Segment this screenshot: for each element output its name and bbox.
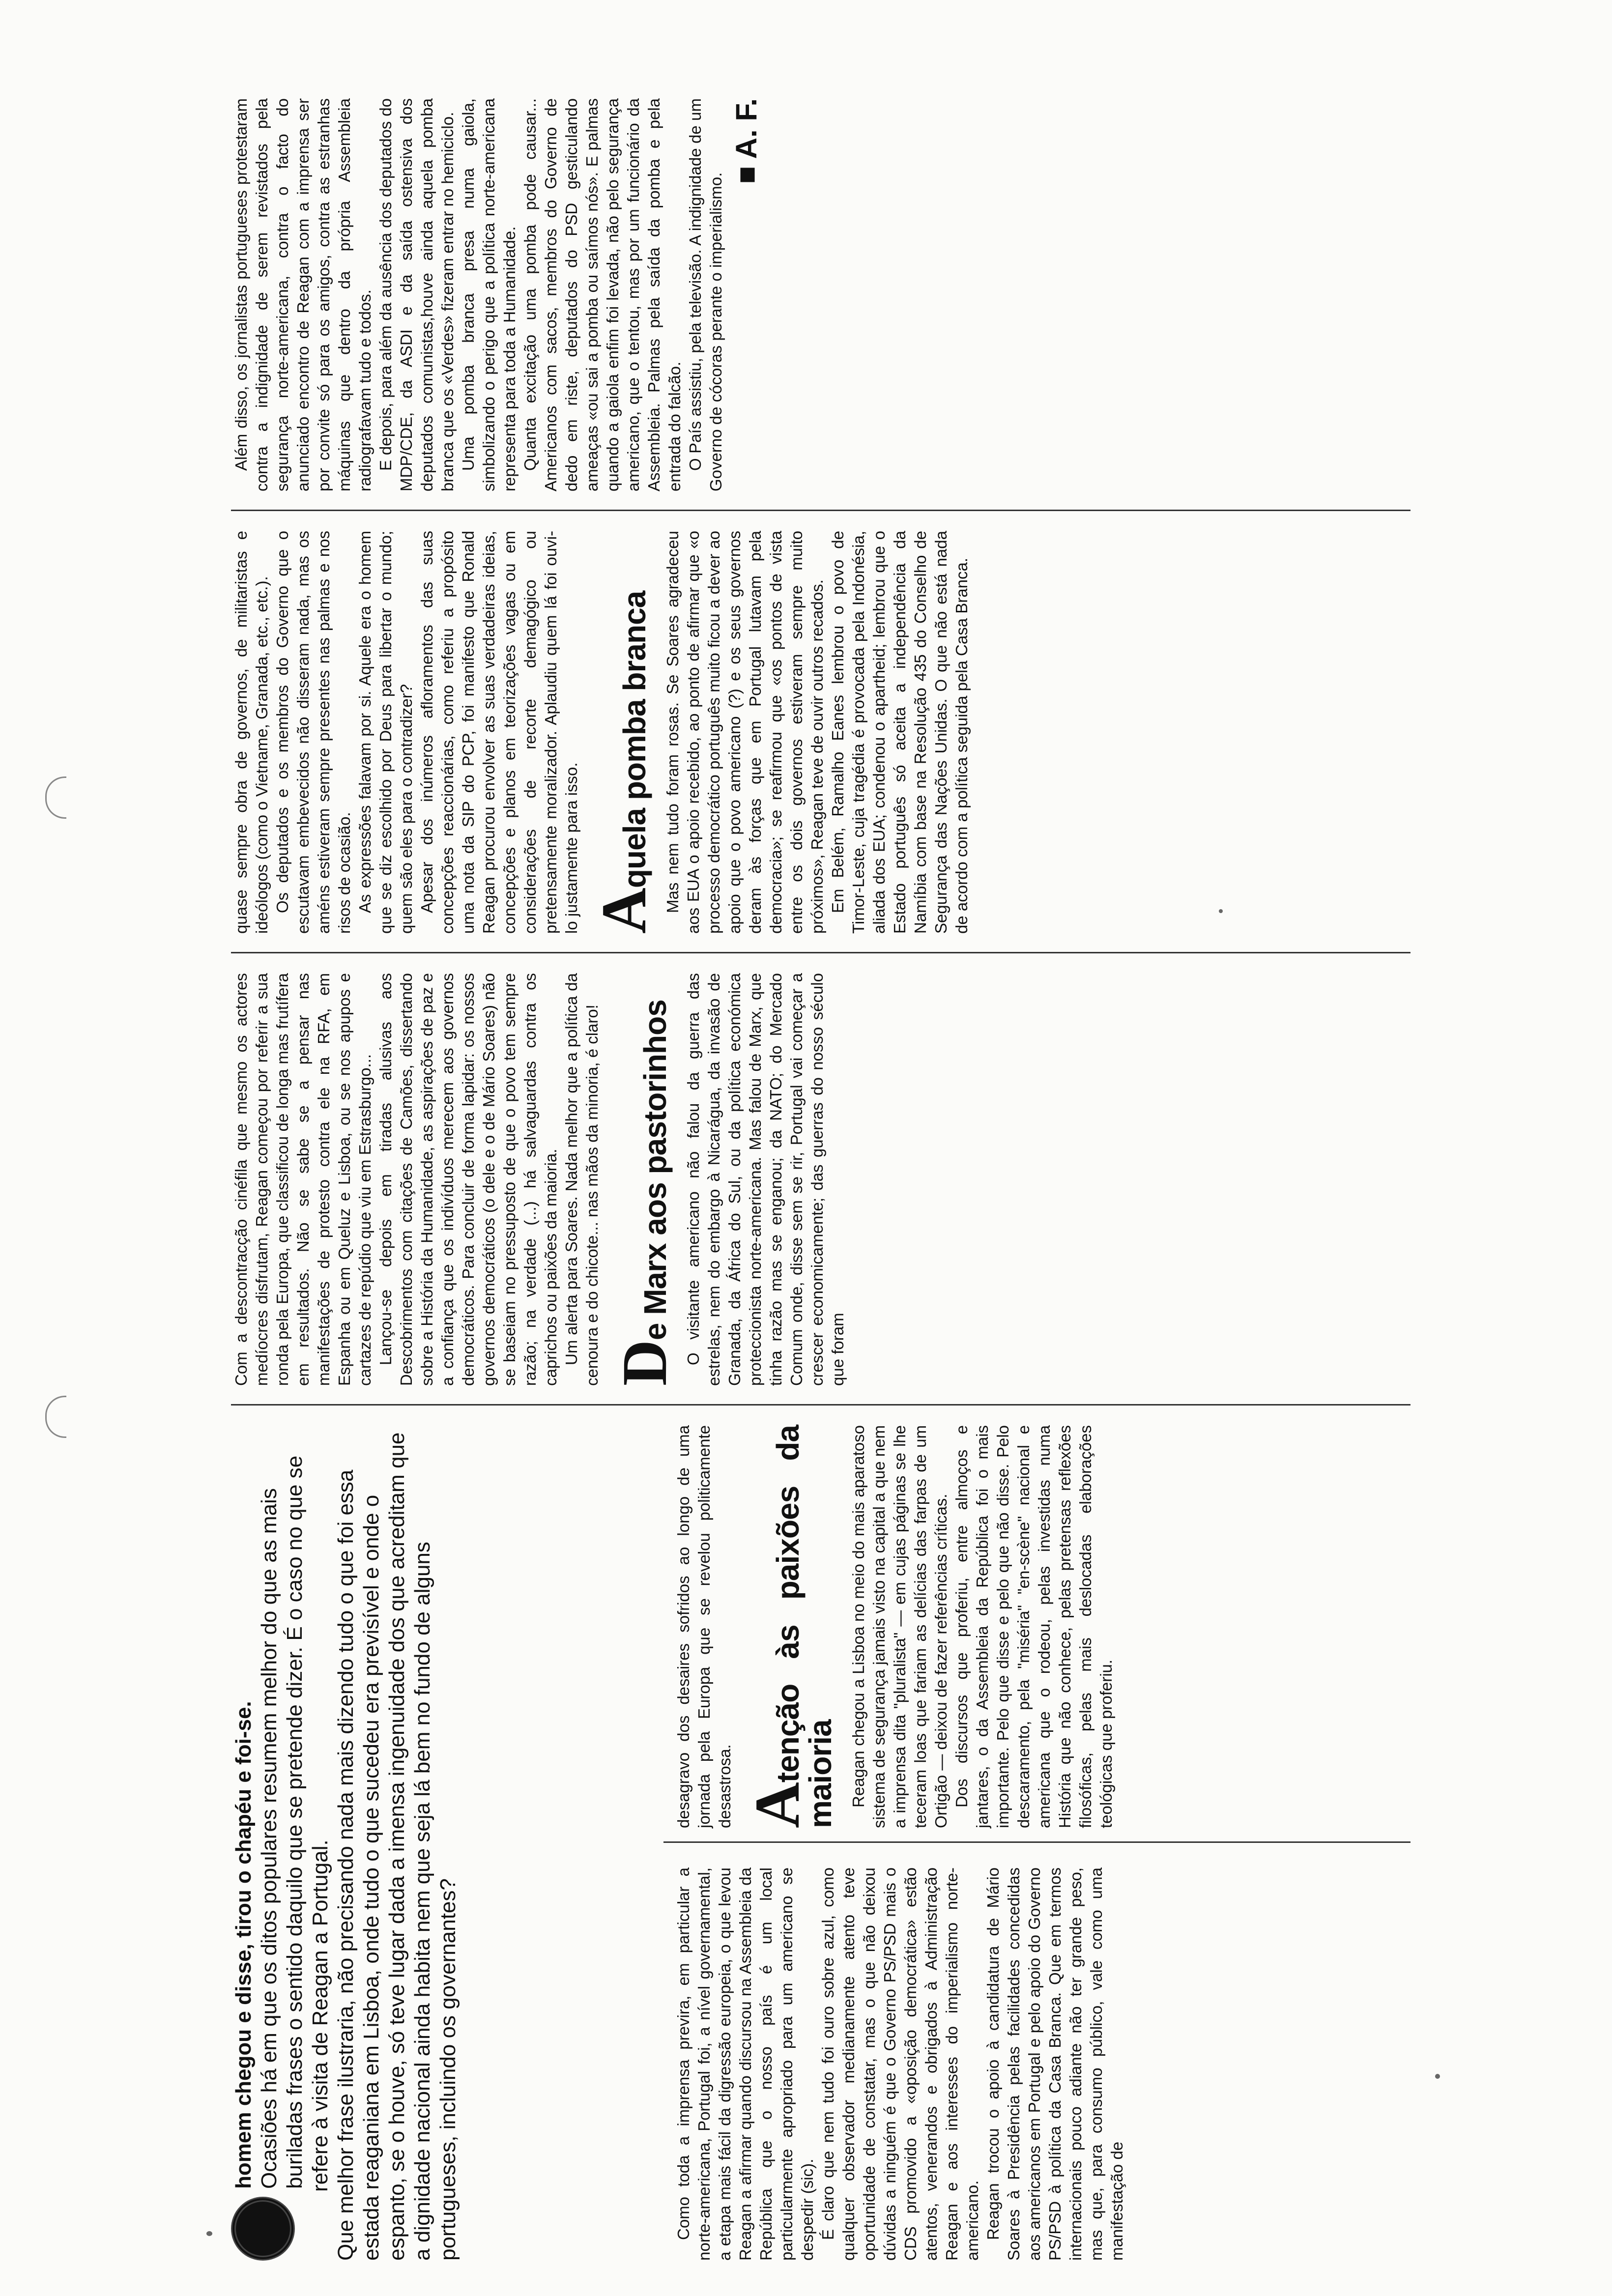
column-rule [231, 952, 1410, 953]
column-2 [673, 1425, 1117, 1828]
paragraph: Reagan trocou o apoio à candidatura de Mário Soares à Presidência pelas facilidades concedidas aos americanos em Portugal e pelo apoio do Governo PS/PSD à política da Casa Branca. Que em termos internacionais pouco adiante não ter grande peso, mas que, para consumo público, vale como uma manifestação de [984, 1867, 1126, 2261]
paragraph: Além disso, os jornalistas portugueses protestaram contra a indignidade de serem revistados pela segurança norte-americana, contra o facto do anunciado encontro de Reagan com a imprensa ser por convite só para os amigos, contra as estranhas máquinas que dentro da própria Assembleia radiografavam tudo e todos. [232, 98, 374, 491]
punch-hole-left [45, 776, 66, 819]
paragraph: Uma pomba branca presa numa gaiola, simbolizando o perigo que a política norte-americana representa para toda a Humanidade. [459, 98, 518, 491]
newspaper-article [231, 98, 1420, 2261]
paragraph: Com a descontracção cinéfila que mesmo os actores medíocres disfrutam, Reagan começou por referir a sua ronda pela Europa, que classificou de longa mas frutífera em resultados. Não se sabe se a pensar nas manifestações de protesto contra ele na RFA, em Espanha ou em Queluz e Lisboa, ou se nos apupos e cartazes de repúdio que viu em Estrasburgo... [232, 973, 374, 1386]
paragraph: Os deputados e os membros do Governo que o escutavam embevecidos não disseram nada, mas os améns estiveram sempre presentes nas palmas e nos risos de ocasião. [273, 531, 353, 934]
paragraph: Quanta excitação uma pomba pode causar... Americanos com sacos, membros do Governo de dedo em riste, deputados do PSD gesticulando ameaças «ou sai a pomba ou saímos nós». E palmas quando a gaiola enfim foi levada, não pelo segurança americano, que o tentou, mas por um funcionário da Assembleia. Palmas pela saída da pomba e pela entrada do falcão. [521, 98, 684, 491]
paragraph: O visitante americano não falou da guerra das estrelas, nem do embargo à Nicarágua, da invasão de Granada, da África do Sul, ou da política económica proteccionista norte-americana. Mas falou de Marx, que tinha razão mas se enganou; da NATO; do Mercado Comum onde, disse sem se rir, Portugal vai começar a crescer economicamente; das guerras do nosso século que foram [684, 973, 847, 1386]
paragraph: O País assistiu, pela televisão. A indignidade de um Governo de cócoras perante o imperialismo. [686, 98, 725, 491]
lead-paragraph-1: Ocasiões há em que os ditos populares resumem melhor do que as mais buriladas frases o sentido daquilo que se pretende dizer. É o caso no que se refere à visita de Reagan a Portugal. [257, 1455, 332, 2192]
subheading-text: tenção às paixões da maioria [770, 1425, 838, 1828]
column-4 [231, 531, 972, 934]
subheading-marx [609, 973, 680, 1386]
column-rule [231, 510, 1410, 511]
subheading-text: e Marx aos pastorinhos [637, 1000, 673, 1341]
drop-cap-o [231, 2197, 295, 2261]
author-signature: ■ A. F. [730, 98, 763, 184]
paragraph: E depois, para além da ausência dos deputados do MDP/CDE, da ASDI e da saída ostensiva dos deputados comunistas,houve ainda aquela pomba branca que os «Verdes» fizeram entrar no hemiciclo. [376, 98, 457, 491]
subheading-cap: A [742, 1782, 813, 1828]
paragraph: Reagan chegou a Lisboa no meio do mais aparatoso sistema de segurança jamais visto na capital a que nem a imprensa dita "pluralista" — em cujas páginas se lhe teceram loas que fariam as delícias das farpas de um Ortigão — deixou de fazer referências críticas. [849, 1425, 950, 1828]
paragraph: Como toda a imprensa previra, em particular a norte-americana, Portugal foi, a nível governamental, a etapa mais fácil da digressão europeia, o que levou Reagan a afirmar quando discursou na Assembleia da República que o nosso país é um local particularmente apropriado para um americano se despedir (sic). [674, 1867, 816, 2261]
subheading-cap: A [589, 888, 660, 934]
subheading-text: quela pomba branca [617, 591, 652, 889]
column-rule [663, 1841, 1410, 1843]
column-3 [231, 973, 848, 1386]
column-5 [231, 98, 763, 491]
paragraph: As expressões falavam por si. Aquele era o homem que se diz escolhido por Deus para libertar o mundo; quem são eles para o contradizer? [356, 531, 415, 934]
scan-speck [1435, 2074, 1440, 2079]
paragraph: Um alerta para Soares. Nada melhor que a política da cenoura e do chicote... nas mãos da minoria, é claro! [562, 973, 601, 1386]
column-rule [231, 1404, 1410, 1406]
punch-hole-right [45, 1396, 66, 1438]
scan-speck [206, 2231, 212, 2236]
subheading-atencao [742, 1425, 838, 1828]
paragraph: Apesar dos inúmeros afloramentos das suas concepções reaccionárias, como referiu a propósito uma nota da SIP do PCP, foi manifesto que Ronald Reagan procurou envolver as suas verdadeiras ideias, concepções e planos em teorizações vagas ou em considerações de recorte demagógico ou pretensamente moralizador. Aplaudiu quem lá foi ouvi-lo justamente para isso. [418, 531, 580, 934]
paragraph: Lançou-se depois em tiradas alusivas aos Descobrimentos com citações de Camões, dissertando sobre a História da Humanidade, as aspirações de paz e a confiança que os indivíduos merecem aos governos democráticos. Para concluir de forma lapidar: os nossos governos democráticos (o dele e o de Mário Soares) não se baseiam no pressuposto de que o povo tem sempre razão; na verdade (...) há salvaguardas contra os caprichos ou paixões da maioria. [376, 973, 560, 1386]
paragraph: É claro que nem tudo foi ouro sobre azul, como qualquer observador medianamente atento teve oportunidade de constatar, mas o que não deixou dúvidas a ninguém é que o Governo PS/PSD mais o CDS promovido a «oposição democrática» estão atentos, venerandos e obrigados à Administração Reagan e aos interesses do imperialismo norte-americano. [819, 1867, 981, 2261]
column-1 [673, 1867, 1127, 2261]
article-lead [231, 1425, 461, 2261]
subheading-cap: D [609, 1340, 680, 1386]
paragraph: quase sempre obra de governos, de militaristas e ideólogos (como o Vietname, Granada, etc., etc.). [232, 531, 271, 934]
paragraph: desagravo dos desaires sofridos ao longo de uma jornada pela Europa que se revelou politicamente desastrosa. [674, 1425, 734, 1828]
lead-first-line: homem chegou e disse, tirou o chapéu e foi-se. [231, 1701, 256, 2189]
lead-paragraph-2: Que melhor frase ilustraria, não precisando nada mais dizendo tudo o que foi essa estada reaganiana em Lisboa, onde tudo o que sucedeu era previsível e onde o espanto, se o houve, só teve lugar dada a imensa ingenuidade dos que acreditam que a dignidade nacional ainda habita nem que seja lá bem no fundo de alguns portugueses, incluindo os governantes? [334, 1432, 460, 2261]
paragraph: Mas nem tudo foram rosas. Se Soares agradeceu aos EUA o apoio recebido, ao ponto de afirmar que «o processo democrático português muito ficou a dever ao apoio que o povo americano (?) e os seus governos deram às forças que em Portugal lutavam pela democracia»; se reafirmou que «os pontos de vista entre os dois governos estiveram sempre muito próximos», Reagan teve de ouvir outros recados. [663, 531, 826, 934]
paragraph: Dos discursos que proferiu, entre almoços e jantares, o da Assembleia da República foi o mais importante. Pelo que disse e pelo que não disse. Pelo descaramento, pela "miséria" "en-scène" nacional e americana que o rodeou, pelas investidas numa História que não conhece, pelas pretensas reflexões filosóficas, pelas mais deslocadas elaborações teológicas que proferiu. [952, 1425, 1115, 1828]
paragraph: Em Belém, Ramalho Eanes lembrou o povo de Timor-Leste, cuja tragédia é provocada pela Indonésia, aliada dos EUA; condenou o apartheid; lembrou que o Estado português só aceita a independência da Namíbia com base na Resolução 435 do Conselho de Segurança das Nações Unidas. O que não está nada de acordo com a política seguida pela Casa Branca. [829, 531, 971, 934]
subheading-pomba [589, 531, 660, 934]
